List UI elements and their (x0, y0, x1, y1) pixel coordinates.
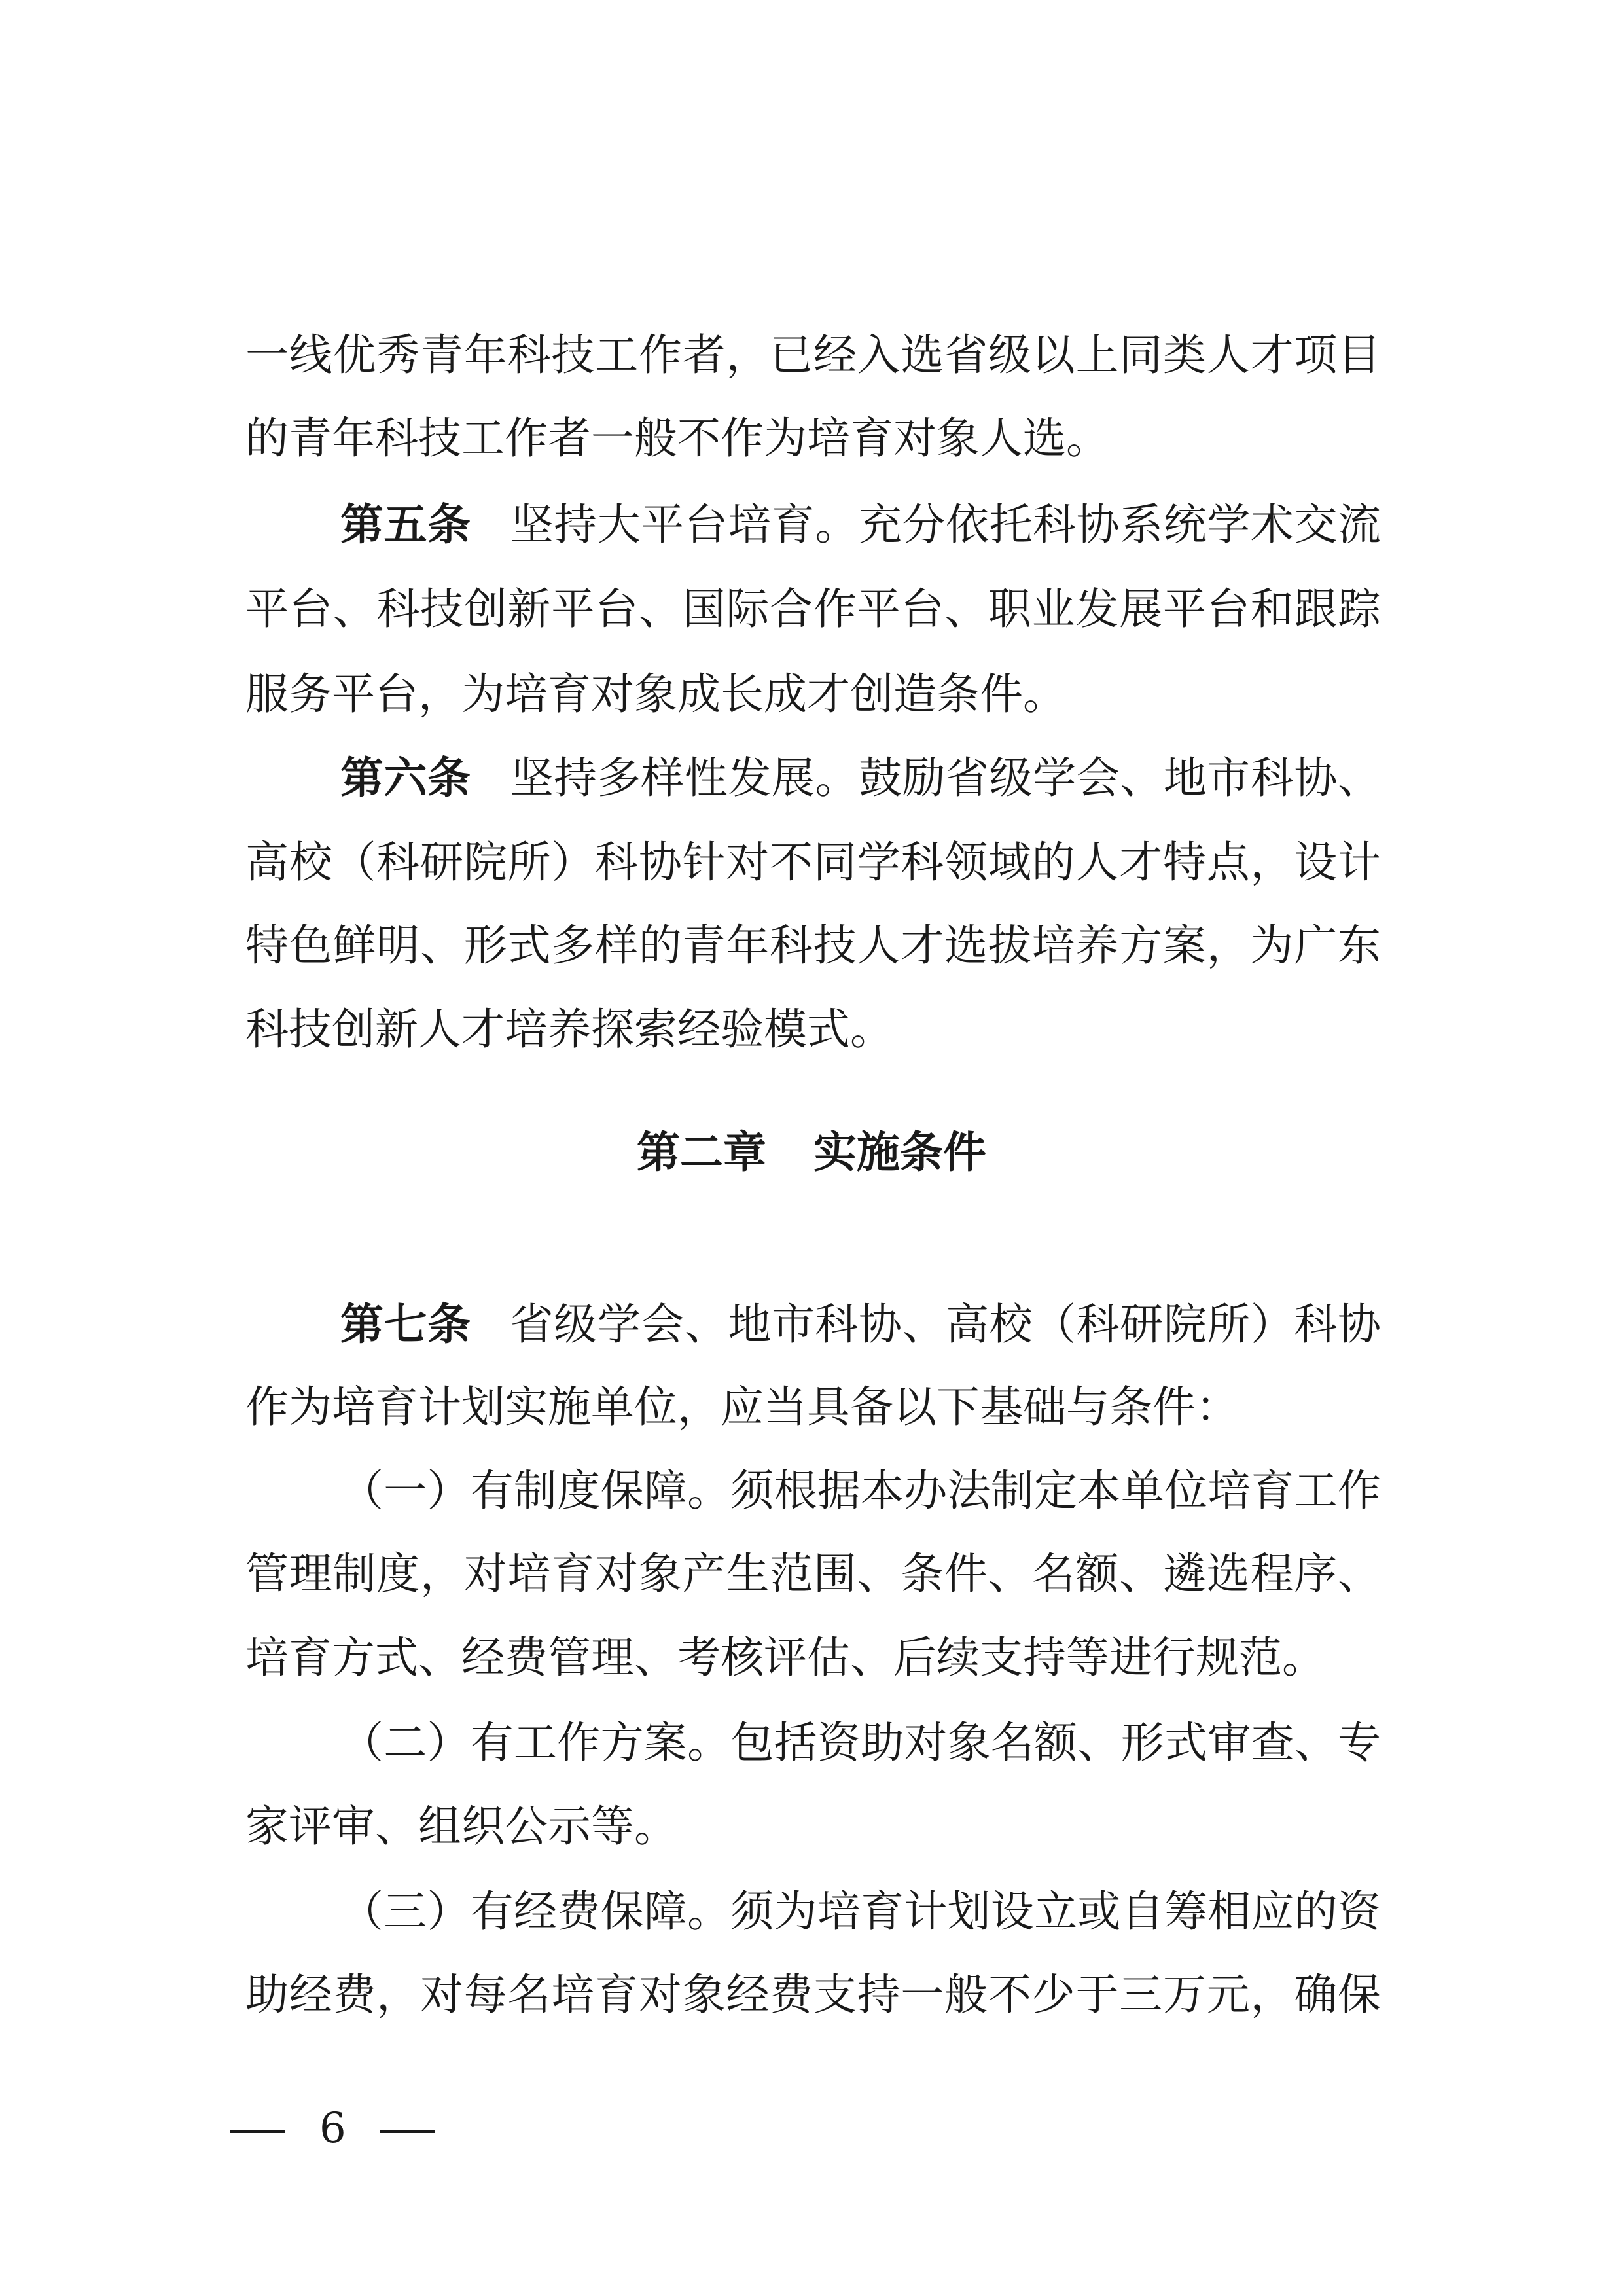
text-line: 助经费，对每名培育对象经费支持一般不少于三万元，确保 (245, 1969, 1381, 2020)
text-line: 培育方式、经费管理、考核评估、后续支持等进行规范。 (245, 1632, 1325, 1683)
article-7: 第七条 省级学会、地市科协、高校（科研院所）科协 (340, 1299, 1382, 1350)
page-number: 6 (230, 2108, 435, 2149)
clause-2: （二）有工作方案。包括资助对象名额、形式审查、专 (340, 1717, 1381, 1768)
text-line: 平台、科技创新平台、国际合作平台、职业发展平台和跟踪 (245, 584, 1381, 634)
article-label: 第五条 (340, 499, 471, 550)
text-line: 科技创新人才培养探索经验模式。 (245, 1004, 893, 1054)
article-label: 第七条 (340, 1299, 471, 1350)
article-label: 第六条 (340, 752, 471, 803)
text-line: 作为培育计划实施单位，应当具备以下基础与条件： (245, 1382, 1239, 1432)
text-line: 的青年科技工作者一般不作为培育对象人选。 (245, 413, 1109, 463)
clause-3: （三）有经费保障。须为培育计划设立或自筹相应的资 (340, 1886, 1381, 1937)
chapter-number: 第二章 (637, 1126, 766, 1177)
chapter-heading (0, 1126, 1623, 1177)
text-line: 服务平台，为培育对象成长成才创造条件。 (245, 669, 1066, 719)
text-line: 高校（科研院所）科协针对不同学科领域的人才特点，设计 (245, 837, 1381, 888)
clause-1: （一）有制度保障。须根据本办法制定本单位培育工作 (340, 1465, 1381, 1516)
text-line: 特色鲜明、形式多样的青年科技人才选拔培养方案，为广东 (245, 920, 1381, 971)
article-5: 第五条 坚持大平台培育。充分依托科协系统学术交流 (340, 499, 1382, 550)
text-line: 家评审、组织公示等。 (245, 1801, 677, 1852)
page-number-dash-right (380, 2130, 435, 2133)
page-number-dash-left (230, 2130, 285, 2133)
text-line: 一线优秀青年科技工作者，已经入选省级以上同类人才项目 (245, 330, 1381, 380)
text-line: 管理制度，对培育对象产生范围、条件、名额、遴选程序、 (245, 1549, 1381, 1599)
chapter-title: 实施条件 (813, 1126, 986, 1177)
article-6: 第六条 坚持多样性发展。鼓励省级学会、地市科协、 (340, 752, 1382, 803)
